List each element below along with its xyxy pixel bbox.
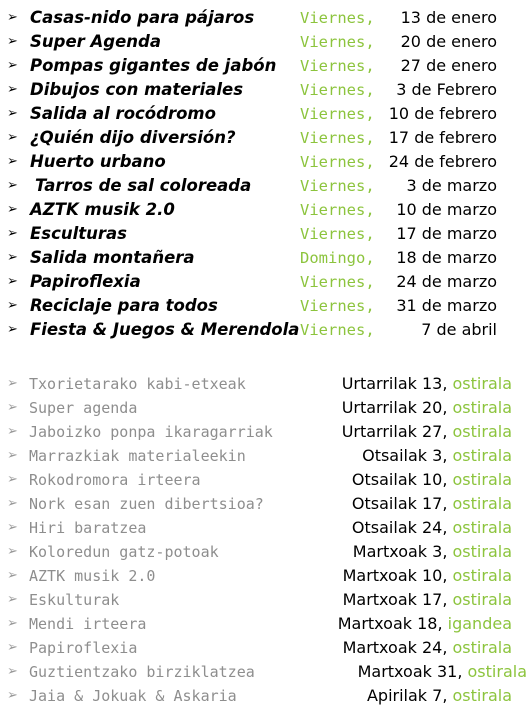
date: 13 de enero — [400, 8, 497, 27]
weekday: ostirala — [452, 470, 512, 489]
schedule-row — [0, 540, 532, 564]
activity-title: Marrazkiak materialeekin — [29, 447, 246, 465]
arrow-bullet-icon: ➢ — [7, 688, 18, 703]
weekday: Viernes, — [300, 105, 375, 123]
weekday: ostirala — [452, 422, 512, 441]
activity-title: ¿Quién dijo diversión? — [30, 128, 236, 147]
schedule-row — [0, 222, 532, 246]
date: Urtarrilak 13, — [341, 374, 448, 393]
schedule-row — [0, 588, 532, 612]
date: Martxoak 17, — [342, 590, 448, 609]
activity-title: Super Agenda — [30, 32, 161, 51]
schedule-row — [0, 612, 532, 636]
arrow-bullet-icon: ➢ — [7, 400, 18, 415]
arrow-bullet-icon: ➢ — [7, 520, 18, 535]
arrow-bullet-icon: ➢ — [7, 448, 18, 463]
date: Martxoak 31, — [357, 662, 463, 681]
schedule-row — [0, 372, 532, 396]
activity-title: Hiri baratzea — [29, 519, 147, 537]
arrow-bullet-icon: ➢ — [7, 274, 18, 289]
activity-title: Jaia & Jokuak & Askaria — [29, 687, 237, 705]
arrow-bullet-icon: ➢ — [7, 106, 18, 121]
weekday: Viernes, — [300, 9, 375, 27]
weekday: Viernes, — [300, 273, 375, 291]
schedule-row — [0, 318, 532, 342]
schedule-row — [0, 246, 532, 270]
weekday: ostirala — [452, 686, 512, 705]
weekday: ostirala — [452, 374, 512, 393]
activity-title: Dibujos con materiales — [30, 80, 244, 99]
arrow-bullet-icon: ➢ — [7, 424, 18, 439]
date: 27 de enero — [400, 56, 497, 75]
weekday: ostirala — [452, 638, 512, 657]
date: Martxoak 18, — [337, 614, 443, 633]
arrow-bullet-icon: ➢ — [7, 250, 18, 265]
date-and-weekday — [352, 516, 512, 540]
weekday: ostirala — [452, 518, 512, 537]
date-and-weekday — [343, 588, 512, 612]
date: Martxoak 24, — [342, 638, 448, 657]
schedule-row — [0, 294, 532, 318]
date-and-weekday — [342, 372, 512, 396]
arrow-bullet-icon: ➢ — [7, 34, 18, 49]
arrow-bullet-icon: ➢ — [7, 298, 18, 313]
schedule-row — [0, 270, 532, 294]
arrow-bullet-icon: ➢ — [7, 568, 18, 583]
arrow-bullet-icon: ➢ — [7, 82, 18, 97]
schedule-row — [0, 150, 532, 174]
weekday: ostirala — [452, 446, 512, 465]
date-and-weekday — [362, 444, 512, 468]
date: 24 de febrero — [388, 152, 497, 171]
activity-title: Guztientzako birziklatzea — [29, 663, 255, 681]
activity-title: Salida montañera — [30, 248, 195, 267]
date: Otsailak 10, — [351, 470, 448, 489]
schedule-row — [0, 102, 532, 126]
date: 18 de marzo — [396, 248, 497, 267]
activity-title: Fiesta & Juegos & Merendola — [30, 320, 300, 339]
schedule-row — [0, 126, 532, 150]
weekday: Viernes, — [300, 129, 375, 147]
schedule-row — [0, 444, 532, 468]
date-and-weekday — [353, 540, 512, 564]
date-and-weekday — [343, 636, 512, 660]
schedule-row — [0, 174, 532, 198]
arrow-bullet-icon: ➢ — [7, 178, 18, 193]
arrow-bullet-icon: ➢ — [7, 202, 18, 217]
date: 10 de marzo — [396, 200, 497, 219]
schedule-row — [0, 564, 532, 588]
date: Otsailak 3, — [362, 446, 448, 465]
date-and-weekday — [352, 492, 512, 516]
schedule-row — [0, 636, 532, 660]
schedule-row — [0, 468, 532, 492]
schedule-row — [0, 54, 532, 78]
arrow-bullet-icon: ➢ — [7, 322, 18, 337]
weekday: ostirala — [467, 662, 527, 681]
schedule-row — [0, 198, 532, 222]
activity-title: Esculturas — [30, 224, 128, 243]
arrow-bullet-icon: ➢ — [7, 496, 18, 511]
date: Urtarrilak 20, — [341, 398, 448, 417]
activity-title: Pompas gigantes de jabón — [30, 56, 277, 75]
activity-title: AZTK musik 2.0 — [29, 567, 156, 585]
date: 10 de febrero — [388, 104, 497, 123]
activity-title: Papiroflexia — [29, 639, 138, 657]
weekday: Viernes, — [300, 81, 375, 99]
weekday: Viernes, — [300, 225, 375, 243]
date-and-weekday — [343, 564, 512, 588]
date-and-weekday — [342, 396, 512, 420]
arrow-bullet-icon: ➢ — [7, 592, 18, 607]
activity-title: Papiroflexia — [30, 272, 141, 291]
schedule-row — [0, 684, 532, 708]
schedule-row — [0, 420, 532, 444]
schedule-row — [0, 396, 532, 420]
date-and-weekday — [367, 684, 512, 708]
weekday: Viernes, — [300, 177, 375, 195]
date: 3 de marzo — [406, 176, 497, 195]
weekday: Viernes, — [300, 57, 375, 75]
activity-title: Super agenda — [29, 399, 138, 417]
weekday: Viernes, — [300, 201, 375, 219]
arrow-bullet-icon: ➢ — [7, 58, 18, 73]
weekday: igandea — [447, 614, 512, 633]
date-and-weekday — [352, 468, 512, 492]
weekday: Viernes, — [300, 153, 375, 171]
weekday: Viernes, — [300, 321, 375, 339]
arrow-bullet-icon: ➢ — [7, 616, 18, 631]
date: Otsailak 24, — [351, 518, 448, 537]
date: Otsailak 17, — [351, 494, 448, 513]
schedule-row — [0, 6, 532, 30]
activity-title: Reciclaje para todos — [30, 296, 218, 315]
schedule-row — [0, 78, 532, 102]
date: 7 de abril — [421, 320, 497, 339]
date: 17 de febrero — [388, 128, 497, 147]
date: Martxoak 3, — [352, 542, 448, 561]
activity-title: Rokodromora irteera — [29, 471, 201, 489]
activity-title: Eskulturak — [29, 591, 120, 609]
date: 24 de marzo — [396, 272, 497, 291]
arrow-bullet-icon: ➢ — [7, 664, 18, 679]
arrow-bullet-icon: ➢ — [7, 544, 18, 559]
arrow-bullet-icon: ➢ — [7, 640, 18, 655]
date: 31 de marzo — [396, 296, 497, 315]
weekday: ostirala — [452, 566, 512, 585]
weekday: Domingo, — [300, 249, 375, 267]
activity-title: Nork esan zuen dibertsioa? — [29, 495, 264, 513]
arrow-bullet-icon: ➢ — [7, 10, 18, 25]
weekday: ostirala — [452, 542, 512, 561]
weekday: Viernes, — [300, 33, 375, 51]
arrow-bullet-icon: ➢ — [7, 130, 18, 145]
activity-title: Salida al rocódromo — [30, 104, 216, 123]
arrow-bullet-icon: ➢ — [7, 376, 18, 391]
activity-title: Mendi irteera — [29, 615, 147, 633]
date: 3 de Febrero — [396, 80, 497, 99]
activity-title: Txorietarako kabi-etxeak — [29, 375, 246, 393]
date-and-weekday — [358, 660, 527, 684]
date: 17 de marzo — [396, 224, 497, 243]
date-and-weekday — [342, 420, 512, 444]
date: Martxoak 10, — [342, 566, 448, 585]
weekday: Viernes, — [300, 297, 375, 315]
activity-title: Huerto urbano — [30, 152, 166, 171]
schedule-row — [0, 660, 532, 684]
arrow-bullet-icon: ➢ — [7, 226, 18, 241]
schedule-row — [0, 492, 532, 516]
date: 20 de enero — [400, 32, 497, 51]
schedule-row — [0, 516, 532, 540]
arrow-bullet-icon: ➢ — [7, 154, 18, 169]
date-and-weekday — [338, 612, 512, 636]
activity-title: Jaboizko ponpa ikaragarriak — [29, 423, 273, 441]
arrow-bullet-icon: ➢ — [7, 472, 18, 487]
activity-title: Koloredun gatz-potoak — [29, 543, 219, 561]
date: Apirilak 7, — [366, 686, 448, 705]
activity-title: Casas-nido para pájaros — [30, 8, 255, 27]
activity-title: AZTK musik 2.0 — [30, 200, 175, 219]
weekday: ostirala — [452, 590, 512, 609]
weekday: ostirala — [452, 494, 512, 513]
schedule-row — [0, 30, 532, 54]
weekday: ostirala — [452, 398, 512, 417]
date: Urtarrilak 27, — [341, 422, 448, 441]
activity-title: Tarros de sal coloreada — [35, 176, 252, 195]
